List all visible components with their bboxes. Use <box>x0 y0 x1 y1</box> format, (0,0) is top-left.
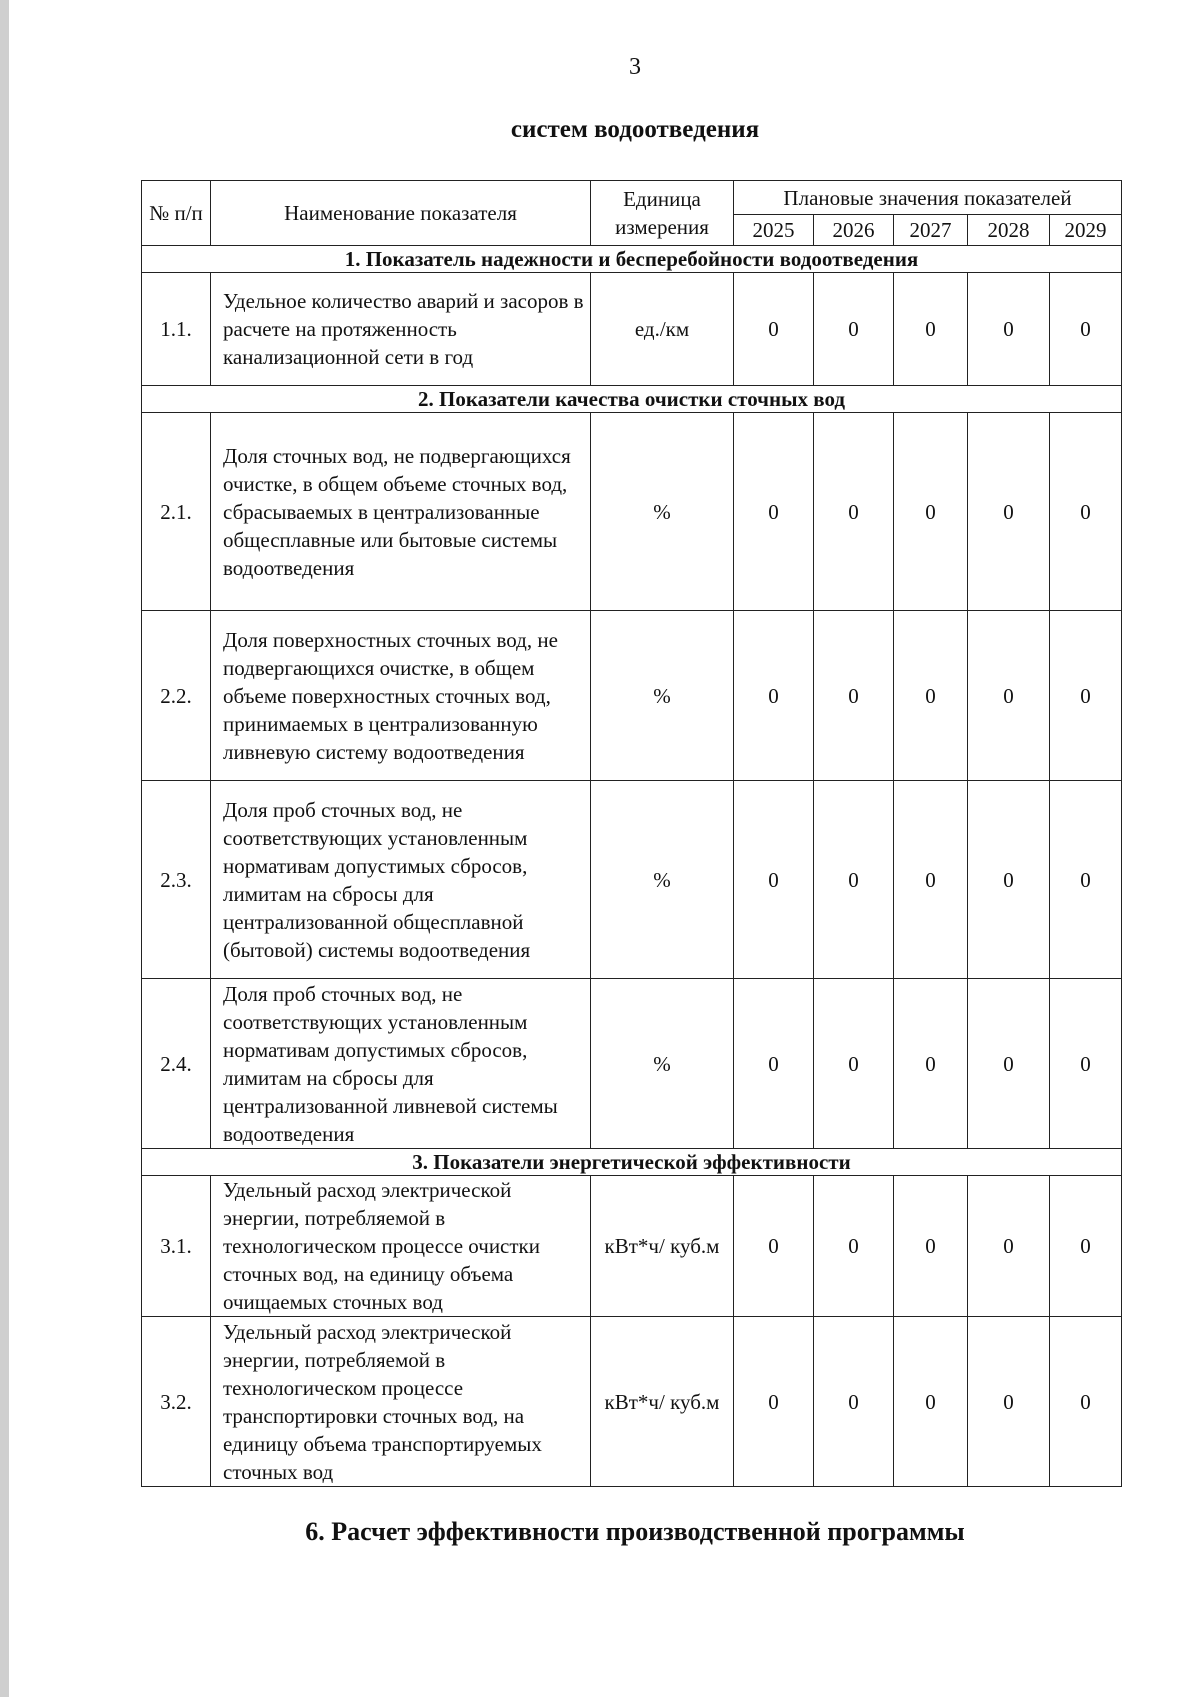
row-value: 0 <box>814 413 894 611</box>
table-row <box>142 1317 1122 1487</box>
row-value: 0 <box>1050 611 1122 781</box>
row-unit: кВт*ч/ куб.м <box>591 1176 734 1317</box>
table-row <box>142 1176 1122 1317</box>
table-row <box>142 979 1122 1149</box>
row-value: 0 <box>814 273 894 386</box>
row-name: Удельное количество аварий и засоров в расчете на протяженность канализационной сети в год <box>211 273 591 386</box>
row-value: 0 <box>894 781 968 979</box>
row-num: 3.2. <box>142 1317 211 1487</box>
row-name: Доля сточных вод, не подвергающихся очистке, в общем объеме сточных вод, сбрасываемых в централизованные общесплавные или бытовые системы водоотведения <box>211 413 591 611</box>
row-value: 0 <box>734 979 814 1149</box>
row-value: 0 <box>894 273 968 386</box>
table-row <box>142 413 1122 611</box>
row-name: Доля проб сточных вод, не соответствующих установленным нормативам допустимых сбросов, лимитам на сбросы для централизованной общесплавной (бытовой) системы водоотведения <box>211 781 591 979</box>
row-value: 0 <box>1050 273 1122 386</box>
row-value: 0 <box>894 1317 968 1487</box>
header-num: № п/п <box>142 181 211 246</box>
row-value: 0 <box>814 611 894 781</box>
row-num: 2.2. <box>142 611 211 781</box>
row-unit: кВт*ч/ куб.м <box>591 1317 734 1487</box>
row-unit: % <box>591 413 734 611</box>
header-year: 2029 <box>1050 215 1122 246</box>
table-row <box>142 273 1122 386</box>
row-value: 0 <box>1050 413 1122 611</box>
row-value: 0 <box>734 413 814 611</box>
row-value: 0 <box>968 273 1050 386</box>
indicators-table <box>141 180 1122 1487</box>
row-value: 0 <box>814 781 894 979</box>
section-heading: 6. Расчет эффективности производственной программы <box>305 1517 965 1546</box>
row-value: 0 <box>1050 781 1122 979</box>
row-name: Удельный расход электрической энергии, потребляемой в технологическом процессе транспортировки сточных вод, на единицу объема транспортируемых сточных вод <box>211 1317 591 1487</box>
row-num: 2.4. <box>142 979 211 1149</box>
row-unit: % <box>591 611 734 781</box>
header-year: 2028 <box>968 215 1050 246</box>
header-name: Наименование показателя <box>211 181 591 246</box>
row-value: 0 <box>734 1317 814 1487</box>
row-name: Доля проб сточных вод, не соответствующих установленным нормативам допустимых сбросов, лимитам на сбросы для централизованной ливневой системы водоотведения <box>211 979 591 1149</box>
page-number: 3 <box>629 54 641 80</box>
row-num: 2.3. <box>142 781 211 979</box>
section-title: 1. Показатель надежности и бесперебойности водоотведения <box>142 246 1122 273</box>
row-value: 0 <box>968 1176 1050 1317</box>
table-title: систем водоотведения <box>510 116 760 143</box>
header-year: 2025 <box>734 215 814 246</box>
row-value: 0 <box>968 413 1050 611</box>
section-title: 2. Показатели качества очистки сточных вод <box>142 386 1122 413</box>
row-value: 0 <box>968 611 1050 781</box>
row-num: 3.1. <box>142 1176 211 1317</box>
row-value: 0 <box>814 1317 894 1487</box>
section-row <box>142 246 1122 273</box>
table-row <box>142 611 1122 781</box>
header-year: 2026 <box>814 215 894 246</box>
header-year: 2027 <box>894 215 968 246</box>
row-value: 0 <box>734 781 814 979</box>
row-unit: % <box>591 979 734 1149</box>
row-value: 0 <box>894 979 968 1149</box>
row-value: 0 <box>894 413 968 611</box>
section-title: 3. Показатели энергетической эффективности <box>142 1149 1122 1176</box>
row-unit: ед./км <box>591 273 734 386</box>
row-value: 0 <box>894 611 968 781</box>
row-value: 0 <box>968 979 1050 1149</box>
row-name: Доля поверхностных сточных вод, не подвергающихся очистке, в общем объеме поверхностных сточных вод, принимаемых в централизованную ливневую систему водоотведения <box>211 611 591 781</box>
row-unit: % <box>591 781 734 979</box>
row-value: 0 <box>734 273 814 386</box>
scan-edge <box>0 0 9 1697</box>
table-row <box>142 781 1122 979</box>
row-value: 0 <box>968 781 1050 979</box>
row-value: 0 <box>814 979 894 1149</box>
row-value: 0 <box>734 1176 814 1317</box>
row-value: 0 <box>1050 1176 1122 1317</box>
row-value: 0 <box>814 1176 894 1317</box>
row-value: 0 <box>1050 979 1122 1149</box>
header-unit: Единица измерения <box>591 181 734 246</box>
row-value: 0 <box>968 1317 1050 1487</box>
row-value: 0 <box>734 611 814 781</box>
row-num: 1.1. <box>142 273 211 386</box>
row-value: 0 <box>1050 1317 1122 1487</box>
section-row <box>142 386 1122 413</box>
row-value: 0 <box>894 1176 968 1317</box>
header-planned: Плановые значения показателей <box>734 181 1122 215</box>
row-num: 2.1. <box>142 413 211 611</box>
row-name: Удельный расход электрической энергии, потребляемой в технологическом процессе очистки сточных вод, на единицу объема очищаемых сточных вод <box>211 1176 591 1317</box>
section-row <box>142 1149 1122 1176</box>
